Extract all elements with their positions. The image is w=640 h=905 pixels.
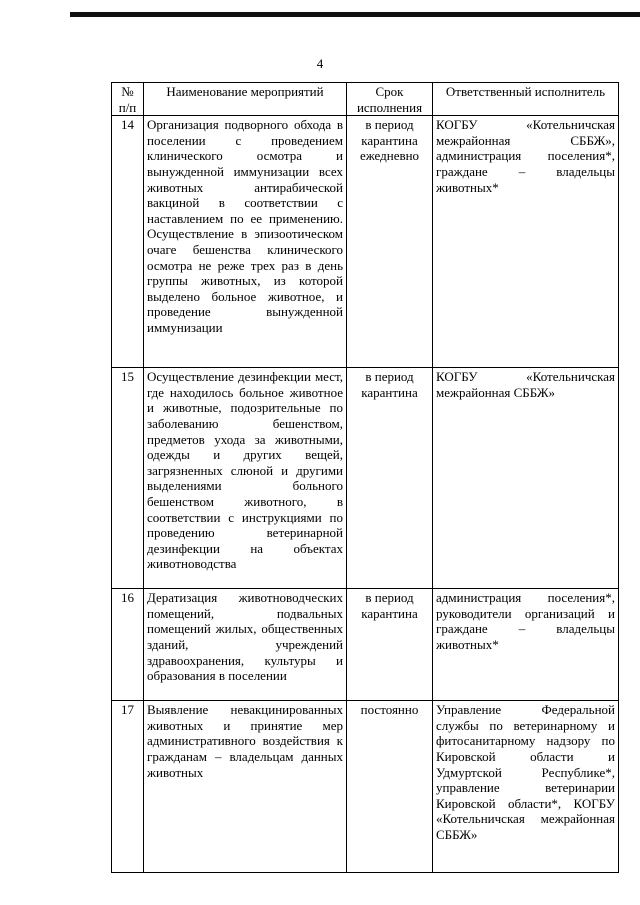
- measures-table: [111, 82, 619, 873]
- row-term: постоянно: [347, 701, 433, 873]
- row-name: Осуществление дезинфекции мест, где находилось больное животное и животные, подозрительные по заболеванию бешенством, предметов ухода за животными, одежды и других вещей, загрязненных слюной и другими выделениями больного бешенством животного, в соответствии с инструкциями по проведению ветеринарной дезинфекции на объектах животноводства: [144, 368, 347, 589]
- header-name: Наименование мероприятий: [144, 83, 347, 116]
- row-responsible: Управление Федеральной службы по ветеринарному и фитосанитарному надзору по Кировской области и Удмуртской Республике*, управление ветеринарии Кировской области*, КОГБУ «Котельничская межрайонная СББЖ»: [433, 701, 619, 873]
- row-term: в период карантина: [347, 368, 433, 589]
- table-header-row: [112, 83, 619, 116]
- row-name: Выявление невакцинированных животных и принятие мер административного воздействия к гражданам – владельцам данных животных: [144, 701, 347, 873]
- page-number: 4: [316, 56, 324, 71]
- row-num: 17: [112, 701, 144, 873]
- table-row: [112, 589, 619, 701]
- row-responsible: администрация поселения*, руководители организаций и граждане – владельцы животных*: [433, 589, 619, 701]
- table-row: [112, 368, 619, 589]
- row-term: в период карантина ежедневно: [347, 116, 433, 368]
- row-num: 14: [112, 116, 144, 368]
- table-row: [112, 701, 619, 873]
- header-term: Срок исполнения: [347, 83, 433, 116]
- table-row: [112, 116, 619, 368]
- top-border-rule: [70, 12, 640, 17]
- header-responsible: Ответственный исполнитель: [433, 83, 619, 116]
- row-num: 15: [112, 368, 144, 589]
- row-term: в период карантина: [347, 589, 433, 701]
- row-responsible: КОГБУ «Котельничская межрайонная СББЖ», администрация поселения*, граждане – владельцы животных*: [433, 116, 619, 368]
- header-num: № п/п: [112, 83, 144, 116]
- row-name: Дератизация животноводческих помещений, подвальных помещений жилых, общественных зданий, учреждений здравоохранения, культуры и образования в поселении: [144, 589, 347, 701]
- row-name: Организация подворного обхода в поселении с проведением клинического осмотра и вынужденной иммунизации всех животных антирабической вакциной в соответствии с наставлением по ее применению. Осуществление в эпизоотическом очаге бешенства клинического осмотра не реже трех раз в день группы животных, из которой выделено больное животное, и проведение вынужденной иммунизации: [144, 116, 347, 368]
- row-responsible: КОГБУ «Котельничская межрайонная СББЖ»: [433, 368, 619, 589]
- row-num: 16: [112, 589, 144, 701]
